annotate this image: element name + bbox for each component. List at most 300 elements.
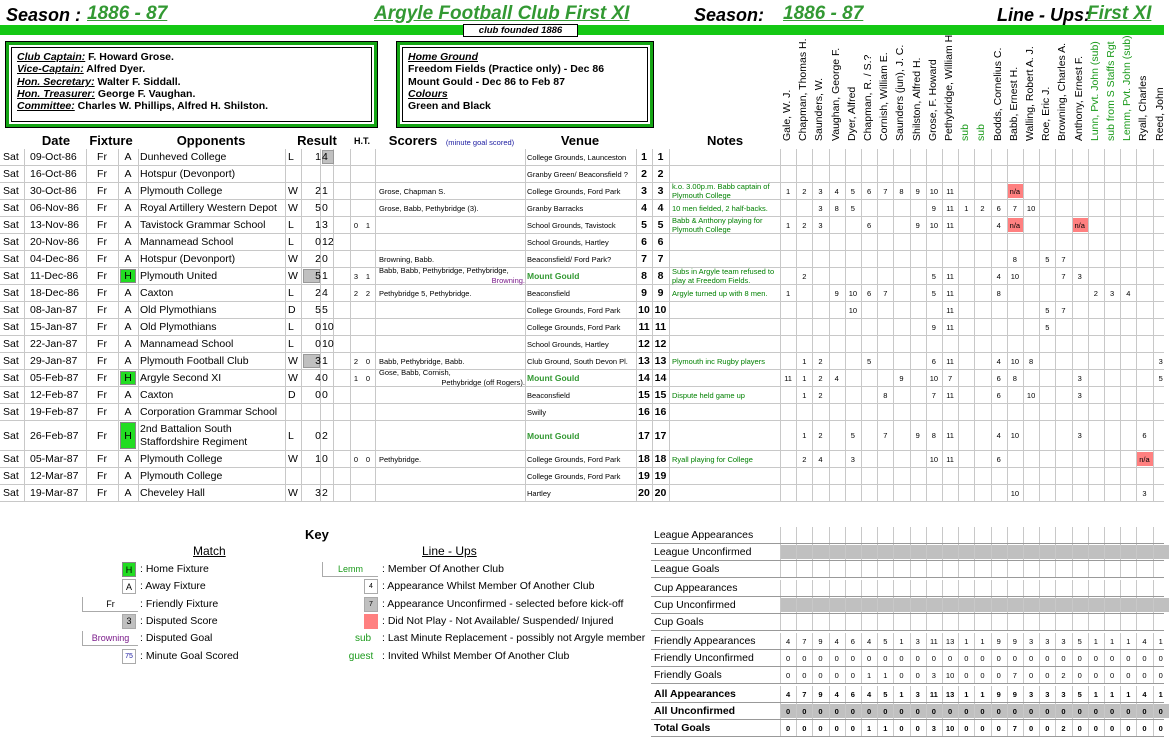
cell-divider (910, 200, 911, 216)
cell-divider (1120, 468, 1121, 484)
lineup-cell: 5 (1045, 322, 1050, 332)
match-fixture: Fr (97, 304, 107, 316)
cell-divider (829, 451, 830, 467)
stat-value: 1 (964, 636, 969, 646)
cell-divider (910, 527, 911, 543)
cell-divider (845, 353, 846, 369)
lineup-cell: 8 (931, 431, 936, 440)
cell-divider (893, 597, 894, 613)
cell-divider (1136, 561, 1137, 577)
cell-divider (525, 421, 526, 450)
match-home-away: A (124, 236, 132, 248)
lineup-cell: 7 (1061, 305, 1066, 315)
goals-for: 0 (315, 321, 321, 333)
stat-value: 0 (964, 723, 969, 733)
cell-divider (1120, 485, 1121, 501)
lineup-cell: 2 (818, 356, 823, 366)
lineup-cell: 5 (1158, 373, 1163, 383)
ground-box (396, 41, 654, 128)
lineup-cell: 1 (786, 288, 791, 298)
match-home-away: A (124, 453, 132, 465)
stat-value: 0 (786, 670, 791, 680)
cell-divider (780, 166, 781, 182)
grey-cell (781, 598, 796, 612)
season-value: 1886 - 87 (87, 3, 168, 24)
table-row (0, 217, 1164, 234)
player-header: Reed, John (1153, 87, 1166, 141)
goals-for (311, 404, 321, 420)
cell-divider (893, 527, 894, 543)
cell-divider (375, 370, 376, 386)
match-day: Sat (3, 355, 19, 367)
match-number: 13 (638, 355, 650, 367)
cell-divider (1072, 149, 1073, 165)
ht-against (362, 404, 374, 420)
cell-divider (1136, 527, 1137, 543)
cell-divider (669, 468, 670, 484)
cell-divider (669, 149, 670, 165)
grey-cell (911, 545, 926, 559)
match-note (672, 302, 780, 318)
cell-divider (1023, 597, 1024, 613)
match-opponent: Hotspur (Devonport) (140, 253, 236, 265)
cell-divider (877, 336, 878, 352)
cell-divider (910, 561, 911, 577)
goals-against (322, 166, 334, 182)
cell-divider (861, 468, 862, 484)
stat-value: 1 (980, 636, 985, 646)
lineup-cell: 1 (964, 203, 969, 213)
cell-divider (1072, 597, 1073, 613)
cell-divider (1007, 561, 1008, 577)
lineup-cell: 5 (850, 186, 855, 196)
cell-divider (845, 527, 846, 543)
player-header: Browning, Charles A. (1056, 42, 1069, 141)
lineup-cell: 10 (1026, 203, 1036, 213)
stat-label: League Unconfirmed (654, 546, 752, 558)
stat-value: 0 (1093, 670, 1098, 680)
player-header: Pethybridge, William H (943, 34, 955, 141)
cell-divider (1007, 544, 1008, 560)
cell-divider (893, 485, 894, 501)
cell-divider (375, 251, 376, 267)
cell-divider (1007, 527, 1008, 543)
stat-value: 0 (948, 653, 953, 663)
cell-divider (669, 336, 670, 352)
stat-value: 0 (996, 723, 1001, 733)
cell-divider (1104, 387, 1105, 403)
cell-divider (1072, 353, 1073, 369)
cell-divider (1120, 597, 1121, 613)
stat-value: 0 (899, 706, 904, 716)
cell-divider (942, 485, 943, 501)
cell-divider (1007, 597, 1008, 613)
cell-divider (991, 183, 992, 199)
lineup-cell: 6 (867, 186, 872, 196)
stat-value: 0 (1045, 723, 1050, 733)
stat-value: 0 (964, 706, 969, 716)
match-day: Sat (3, 287, 19, 299)
cell-divider (974, 285, 975, 301)
match-scorers: Grose, Chapman S. (379, 186, 446, 196)
match-fixture: Fr (97, 389, 107, 401)
cell-divider (1088, 370, 1089, 386)
ht-for (350, 387, 362, 403)
cell-divider (1153, 404, 1154, 420)
goals-for: 5 (315, 270, 321, 282)
cell-divider (796, 166, 797, 182)
cell-divider (525, 183, 526, 199)
cell-divider (138, 319, 139, 335)
match-result: L (288, 287, 294, 299)
grey-cell (1008, 545, 1023, 559)
lineup-cell: n/a (1139, 454, 1150, 464)
match-fixture: Fr (97, 202, 107, 214)
match-home-away: A (124, 151, 132, 163)
cell-divider (138, 451, 139, 467)
match-opponent: Plymouth College (140, 453, 223, 465)
official-name: George F. Vaughan. (95, 87, 196, 100)
cell-divider (893, 302, 894, 318)
cell-divider (1153, 336, 1154, 352)
cell-divider (525, 251, 526, 267)
cell-divider (1104, 268, 1105, 284)
stat-value: 4 (1142, 636, 1147, 646)
cell-divider (877, 251, 878, 267)
cell-divider (877, 200, 878, 216)
cell-divider (285, 183, 286, 199)
stat-value: 0 (834, 653, 839, 663)
grey-cell (1137, 598, 1152, 612)
cell-divider (942, 166, 943, 182)
match-opponent: Plymouth College (140, 185, 223, 197)
table-row (0, 387, 1164, 404)
cell-divider (877, 217, 878, 233)
cell-divider (1023, 451, 1024, 467)
lineup-cell: 2 (802, 186, 807, 196)
cell-divider (285, 336, 286, 352)
cell-divider (974, 580, 975, 596)
cell-divider (1136, 614, 1137, 630)
match-scorers (379, 319, 525, 335)
ht-for (350, 302, 362, 318)
stat-value: 0 (883, 706, 888, 716)
cell-divider (1136, 387, 1137, 403)
cell-divider (1104, 370, 1105, 386)
cell-divider (1136, 285, 1137, 301)
match-note: Babb & Anthony playing for Plymouth College (672, 216, 763, 234)
lineup-cell: 2 (802, 220, 807, 230)
lineup-cell: n/a (1074, 220, 1085, 230)
cell-divider (910, 597, 911, 613)
cell-divider (991, 234, 992, 250)
stat-value: 0 (915, 706, 920, 716)
stat-value: 0 (1142, 670, 1147, 680)
cell-divider (1104, 468, 1105, 484)
cell-divider (958, 319, 959, 335)
grey-cell (1073, 598, 1088, 612)
cell-divider (525, 268, 526, 284)
cell-divider (1055, 485, 1056, 501)
match-venue: College Grounds, Ford Park (527, 471, 621, 481)
cell-divider (1007, 580, 1008, 596)
grey-cell (975, 545, 990, 559)
match-result (288, 468, 300, 484)
cell-divider (877, 149, 878, 165)
cell-divider (1120, 451, 1121, 467)
stat-value: 5 (1077, 689, 1082, 699)
cell-divider (1055, 580, 1056, 596)
stat-value: 5 (883, 636, 888, 646)
match-number: 10 (638, 304, 650, 316)
cell-divider (1088, 353, 1089, 369)
cell-divider (285, 370, 286, 386)
stat-row (651, 650, 1164, 667)
stat-value: 0 (818, 653, 823, 663)
cell-divider (1153, 234, 1154, 250)
cell-divider (1153, 217, 1154, 233)
cell-divider (1104, 614, 1105, 630)
cell-divider (974, 597, 975, 613)
cell-divider (829, 544, 830, 560)
cell-divider (1039, 527, 1040, 543)
cell-divider (1072, 544, 1073, 560)
cell-divider (861, 302, 862, 318)
player-header: Walling, Robert A. J. (1024, 46, 1036, 141)
stat-value: 0 (802, 653, 807, 663)
cell-divider (669, 319, 670, 335)
match-opponent: Royal Artillery Western Depot (140, 202, 277, 214)
cell-divider (991, 527, 992, 543)
match-date: 29-Jan-87 (30, 355, 78, 367)
cell-divider (1039, 451, 1040, 467)
stat-value: 0 (1110, 723, 1115, 733)
cell-divider (893, 468, 894, 484)
cell-divider (861, 614, 862, 630)
match-home-away: A (124, 406, 132, 418)
table-row (0, 268, 1164, 285)
match-venue: Swilly (527, 407, 547, 417)
official-role: Hon. Secretary: (17, 75, 95, 88)
stat-row (651, 720, 1164, 737)
match-result (288, 404, 300, 420)
stat-label: Total Goals (654, 722, 711, 734)
cell-divider (285, 268, 286, 284)
lineup-cell: 4 (996, 220, 1001, 230)
cell-divider (861, 336, 862, 352)
stat-value: 0 (1110, 653, 1115, 663)
goals-against: 2 (322, 487, 328, 499)
cell-divider (991, 251, 992, 267)
cell-divider (1136, 268, 1137, 284)
ht-against (362, 468, 374, 484)
home-ground-1: Freedom Fields (Practice only) - Dec 86 (408, 63, 605, 76)
cell-divider (669, 200, 670, 216)
cell-divider (1039, 468, 1040, 484)
lineup-cell: 7 (931, 390, 936, 400)
official-name: Alfred Dyer. (83, 63, 146, 76)
cell-divider (1136, 336, 1137, 352)
stat-value: 0 (899, 723, 904, 733)
col-scorers-note: (minute goal scored) (445, 138, 515, 147)
match-scorers (379, 370, 525, 386)
player-header: Lunn, Pvt. John (sub) (1088, 41, 1101, 141)
colours-value: Green and Black (408, 100, 491, 113)
cell-divider (301, 149, 302, 165)
cell-divider (138, 200, 139, 216)
table-row (0, 353, 1164, 370)
cell-divider (812, 614, 813, 630)
cell-divider (974, 268, 975, 284)
goals-for: 0 (315, 429, 321, 442)
stat-value: 0 (802, 670, 807, 680)
stat-value: 0 (786, 706, 791, 716)
grey-cell (813, 598, 828, 612)
goals-for: 1 (315, 151, 321, 163)
goals-against: 1 (322, 355, 328, 367)
cell-divider (1055, 387, 1056, 403)
match-date: 08-Jan-87 (30, 304, 78, 316)
cell-divider (1039, 285, 1040, 301)
cell-divider (525, 485, 526, 501)
grey-cell (1056, 598, 1071, 612)
cell-divider (958, 370, 959, 386)
cell-divider (138, 166, 139, 182)
key-lineup-label: : Invited Whilst Member Of Another Club (382, 649, 570, 662)
cell-divider (138, 217, 139, 233)
stat-value: 0 (867, 706, 872, 716)
cell-divider (1120, 387, 1121, 403)
cell-divider (1153, 527, 1154, 543)
stat-value: 0 (915, 653, 920, 663)
stat-value: 0 (1012, 653, 1017, 663)
ht-against: 1 (365, 271, 371, 281)
cell-divider (910, 319, 911, 335)
official-name: Charles W. Phillips, Alfred H. Shilston. (74, 100, 269, 113)
cell-divider (974, 421, 975, 450)
match-day: Sat (3, 372, 19, 384)
cell-divider (942, 234, 943, 250)
cell-divider (910, 251, 911, 267)
cell-divider (1023, 544, 1024, 560)
cell-divider (1023, 404, 1024, 420)
cell-divider (958, 251, 959, 267)
goals-for: 0 (315, 389, 321, 401)
cell-divider (1088, 404, 1089, 420)
match-venue: College Grounds, Ford Park (527, 322, 621, 332)
cell-divider (877, 234, 878, 250)
match-venue: College Grounds, Ford Park (527, 305, 621, 315)
grey-cell (1040, 598, 1055, 612)
cell-divider (1088, 597, 1089, 613)
cell-divider (926, 149, 927, 165)
cell-divider (910, 404, 911, 420)
match-date: 18-Dec-86 (30, 287, 80, 299)
match-venue: Mount Gould (527, 271, 580, 281)
key-match-label: : Home Fixture (140, 563, 209, 575)
stat-value: 9 (818, 689, 823, 699)
cell-divider (1104, 404, 1105, 420)
stat-value: 0 (1093, 706, 1098, 716)
cell-divider (829, 387, 830, 403)
stat-value: 0 (996, 670, 1001, 680)
cell-divider (1039, 561, 1040, 577)
match-result: W (288, 253, 298, 265)
cell-divider (525, 217, 526, 233)
table-row (0, 285, 1164, 302)
cell-divider (893, 421, 894, 450)
match-fixture: Fr (97, 355, 107, 367)
col-notes: Notes (706, 133, 744, 148)
cell-divider (1039, 580, 1040, 596)
lineup-cell: 11 (946, 305, 954, 315)
cell-divider (893, 251, 894, 267)
cell-divider (1120, 544, 1121, 560)
match-number-2: 11 (654, 321, 667, 333)
cell-divider (1072, 336, 1073, 352)
cell-divider (796, 302, 797, 318)
cell-divider (1136, 251, 1137, 267)
cell-divider (861, 387, 862, 403)
cell-divider (942, 149, 943, 165)
cell-divider (1120, 319, 1121, 335)
match-day: Sat (3, 185, 19, 197)
cell-divider (829, 527, 830, 543)
cell-divider (1023, 234, 1024, 250)
ht-for (350, 319, 362, 335)
match-venue: School Grounds, Hartley (527, 237, 609, 247)
cell-divider (829, 319, 830, 335)
lineup-cell: 3 (850, 454, 855, 464)
cell-divider (1055, 149, 1056, 165)
grey-cell (894, 545, 909, 559)
cell-divider (796, 485, 797, 501)
ht-for (350, 234, 362, 250)
stat-value: 10 (945, 723, 955, 733)
cell-divider (525, 451, 526, 467)
cell-divider (375, 200, 376, 216)
lineup-cell: 11 (946, 186, 954, 196)
stat-value: 4 (786, 689, 791, 699)
cell-divider (301, 166, 302, 182)
stat-value: 7 (802, 636, 807, 646)
cell-divider (910, 268, 911, 284)
match-result: L (288, 338, 294, 350)
ht-for: 3 (353, 271, 359, 281)
cell-divider (829, 149, 830, 165)
match-scorers (379, 421, 525, 450)
stat-value: 7 (1012, 723, 1017, 733)
cell-divider (1153, 200, 1154, 216)
match-opponent: Plymouth United (140, 270, 218, 282)
lineup-cell: 4 (834, 186, 839, 196)
cell-divider (301, 234, 302, 250)
stat-value: 0 (915, 723, 920, 733)
lineup-cell: 6 (1142, 431, 1147, 440)
lineup-cell: 6 (996, 454, 1001, 464)
club-title: Argyle Football Club First XI (374, 3, 630, 24)
ht-against: 0 (365, 356, 371, 366)
match-day: Sat (3, 487, 19, 499)
match-number: 7 (641, 253, 647, 265)
cell-divider (942, 597, 943, 613)
cell-divider (1007, 451, 1008, 467)
cell-divider (812, 234, 813, 250)
lineup-cell: 6 (996, 203, 1001, 213)
grey-cell (1040, 545, 1055, 559)
stat-value: 0 (1158, 653, 1163, 663)
cell-divider (910, 149, 911, 165)
